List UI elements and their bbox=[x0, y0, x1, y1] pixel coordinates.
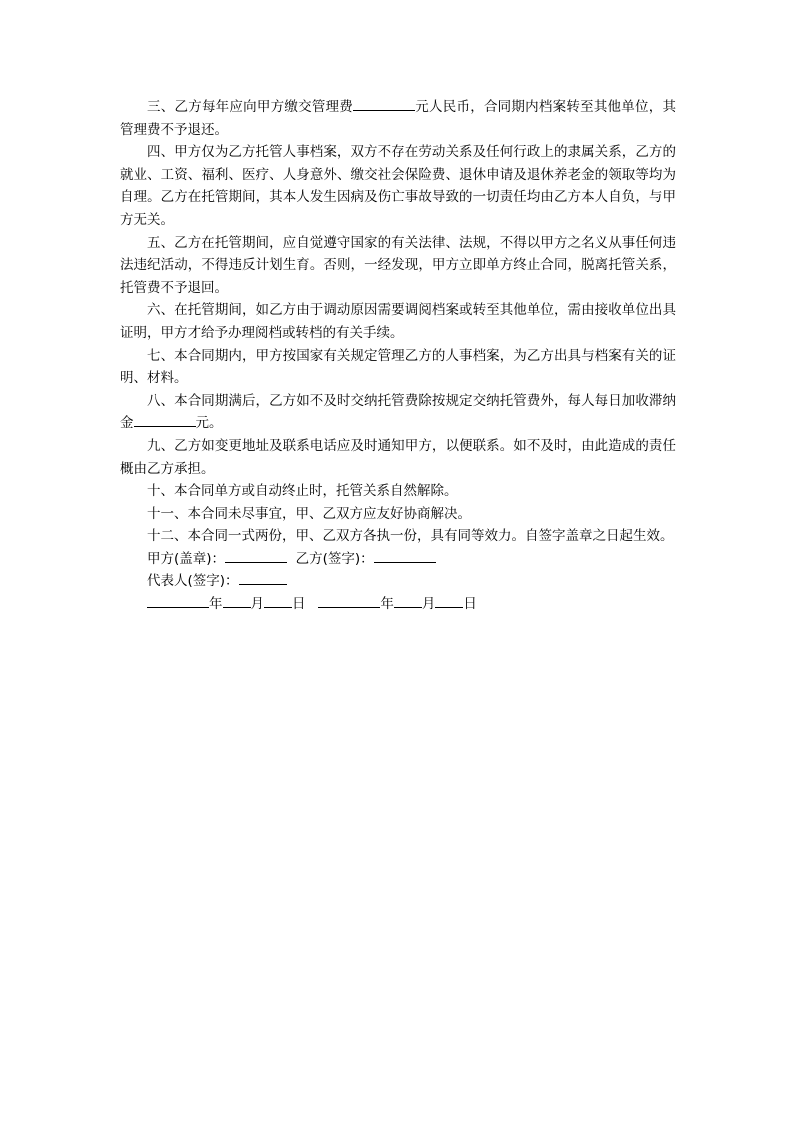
date-b-day-label: 日 bbox=[463, 596, 477, 613]
date-a-year-blank bbox=[147, 593, 209, 608]
signature-line-dates bbox=[120, 593, 676, 616]
contract-body bbox=[120, 96, 676, 616]
party-a-blank bbox=[225, 548, 287, 563]
date-b-month-label: 月 bbox=[421, 596, 436, 613]
date-b-year-label: 年 bbox=[380, 596, 394, 613]
signature-line-representative bbox=[120, 570, 676, 593]
date-a-day-label: 日 bbox=[292, 596, 306, 613]
late-fee-blank bbox=[134, 412, 196, 427]
clause-3-text-a: 三、乙方每年应向甲方缴交管理费 bbox=[147, 99, 354, 115]
clause-6: 六、在托管期间，如乙方由于调动原因需要调阅档案或转至其他单位，需由接收单位出具证明，甲方才给予办理阅档或转档的有关手续。 bbox=[120, 302, 676, 341]
clause-12: 十二、本合同一式两份，甲、乙双方各执一份，具有同等效力。自签字盖章之日起生效。 bbox=[147, 528, 674, 545]
clause-3-text-b: 元人民币，合同期内档案转至其他单位，其管理费不予退还。 bbox=[120, 99, 677, 138]
party-b-label: 乙方(签字)： bbox=[295, 550, 374, 567]
date-b-day-blank bbox=[435, 593, 463, 608]
date-b-month-blank bbox=[394, 593, 422, 608]
date-a-year-label: 年 bbox=[209, 596, 223, 613]
clause-3 bbox=[120, 96, 676, 141]
clause-8-text-a: 八、本合同期满后，乙方如不及时交纳托管费除按规定交纳托管费外，每人每日加收滞纳金 bbox=[120, 392, 676, 432]
clause-4: 四、甲方仅为乙方托管人事档案，双方不存在劳动关系及任何行政上的隶属关系，乙方的就业、工资、福利、医疗、人身意外、缴交社会保险费、退休申请及退休养老金的领取等均为自理。乙方在托管期间，其本人发生因病及伤亡事故导致的一切责任均由乙方本人自负，与甲方无关。 bbox=[120, 144, 676, 228]
clause-5: 五、乙方在托管期间，应自觉遵守国家的有关法律、法规，不得以甲方之名义从事任何违法违纪活动，不得违反计划生育。否则，一经发现，甲方立即单方终止合同，脱离托管关系，托管费不予退回。 bbox=[120, 234, 676, 296]
date-b-year-blank bbox=[318, 593, 380, 608]
date-a-month-label: 月 bbox=[250, 596, 264, 613]
date-a-month-blank bbox=[223, 593, 251, 608]
clause-7: 七、本合同期内，甲方按国家有关规定管理乙方的人事档案，为乙方出具与档案有关的证明、材料。 bbox=[120, 347, 676, 387]
representative-label: 代表人(签字)： bbox=[147, 573, 239, 590]
clause-8 bbox=[120, 390, 676, 435]
clause-10: 十、本合同单方或自动终止时，托管关系自然解除。 bbox=[147, 483, 458, 500]
representative-blank bbox=[239, 570, 287, 585]
date-a-day-blank bbox=[264, 593, 292, 608]
clause-8-text-b: 元。 bbox=[195, 415, 223, 432]
clause-9: 九、乙方如变更地址及联系电话应及时通知甲方，以便联系。如不及时，由此造成的责任概由乙方承担。 bbox=[120, 437, 676, 477]
clause-11: 十一、本合同未尽事宜，甲、乙双方应友好协商解决。 bbox=[147, 505, 471, 522]
party-b-blank bbox=[374, 548, 436, 563]
management-fee-blank bbox=[353, 96, 415, 111]
party-a-label: 甲方(盖章)： bbox=[147, 550, 226, 567]
signature-line-parties bbox=[120, 548, 676, 571]
